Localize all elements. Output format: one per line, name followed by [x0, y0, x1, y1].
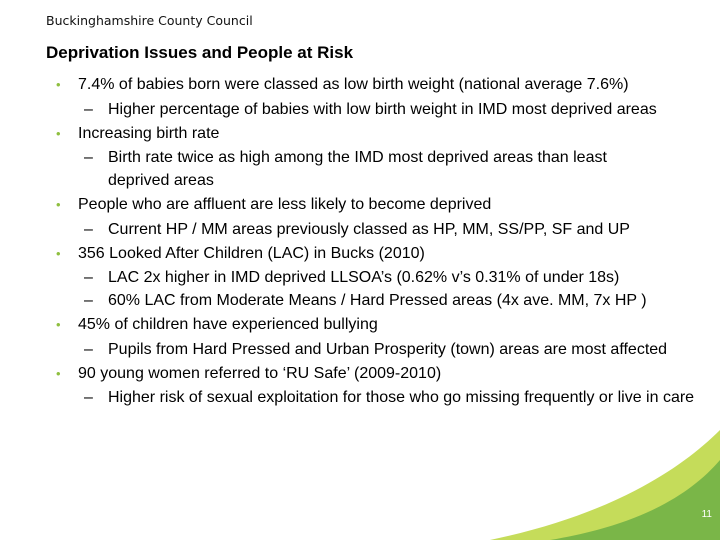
- sub-bullet-marker: –: [84, 340, 93, 358]
- sub-bullet-marker: –: [84, 149, 93, 166]
- sub-bullet-item: [46, 386, 708, 409]
- bullet-text: 45% of children have experienced bullying: [78, 316, 378, 333]
- slide-number: 11: [701, 509, 712, 520]
- sub-bullet-item: [46, 266, 720, 289]
- corner-swoosh-decoration: [490, 430, 720, 540]
- slide-title: Deprivation Issues and People at Risk: [46, 43, 354, 62]
- sub-bullet-item: [46, 98, 720, 121]
- sub-bullet-item: [46, 146, 648, 192]
- sub-bullet-item: [46, 289, 720, 312]
- bullet-item: [46, 312, 720, 338]
- sub-bullet-marker: –: [84, 389, 93, 406]
- sub-bullet-item: [46, 218, 720, 241]
- bullet-text: 90 young women referred to ‘RU Safe’ (2009-2010): [78, 364, 442, 382]
- bullet-marker: •: [56, 365, 61, 381]
- bullet-text: People who are affluent are less likely to become deprived: [78, 196, 492, 213]
- sub-bullet-text: Current HP / MM areas previously classed as HP, MM, SS/PP, SF and UP: [108, 220, 630, 238]
- bullet-text: 356 Looked After Children (LAC) in Bucks (2010): [78, 244, 425, 262]
- bullet-item: [46, 361, 720, 387]
- bullet-text: 7.4% of babies born were classed as low birth weight (national average 7.6%): [78, 76, 629, 93]
- sub-bullet-marker: –: [84, 220, 93, 238]
- bullet-list: [46, 72, 720, 409]
- bullet-item: [46, 72, 720, 98]
- sub-bullet-marker: –: [84, 269, 93, 286]
- sub-bullet-marker: –: [84, 292, 93, 309]
- bullet-item: [46, 121, 720, 147]
- sub-bullet-text: Birth rate twice as high among the IMD most deprived areas than least deprived areas: [108, 149, 607, 189]
- bullet-text: Increasing birth rate: [78, 124, 220, 142]
- sub-bullet-text: Higher percentage of babies with low birth weight in IMD most deprived areas: [108, 100, 657, 118]
- bullet-marker: •: [56, 197, 61, 212]
- bullet-marker: •: [56, 317, 61, 332]
- bullet-marker: •: [56, 125, 61, 141]
- bullet-marker: •: [56, 245, 61, 261]
- bullet-item: [46, 241, 720, 267]
- organisation-name: Buckinghamshire County Council: [46, 13, 253, 28]
- sub-bullet-text: Higher risk of sexual exploitation for those who go missing frequently or live in care: [108, 389, 695, 406]
- sub-bullet-item: [46, 338, 668, 361]
- sub-bullet-text: 60% LAC from Moderate Means / Hard Pressed areas (4x ave. MM, 7x HP ): [108, 292, 647, 309]
- bullet-marker: •: [56, 77, 61, 92]
- sub-bullet-text: LAC 2x higher in IMD deprived LLSOA’s (0.62% v’s 0.31% of under 18s): [108, 269, 620, 286]
- bullet-item: [46, 192, 720, 218]
- sub-bullet-marker: –: [84, 100, 93, 118]
- sub-bullet-text: Pupils from Hard Pressed and Urban Prosperity (town) areas are most affected: [108, 340, 668, 358]
